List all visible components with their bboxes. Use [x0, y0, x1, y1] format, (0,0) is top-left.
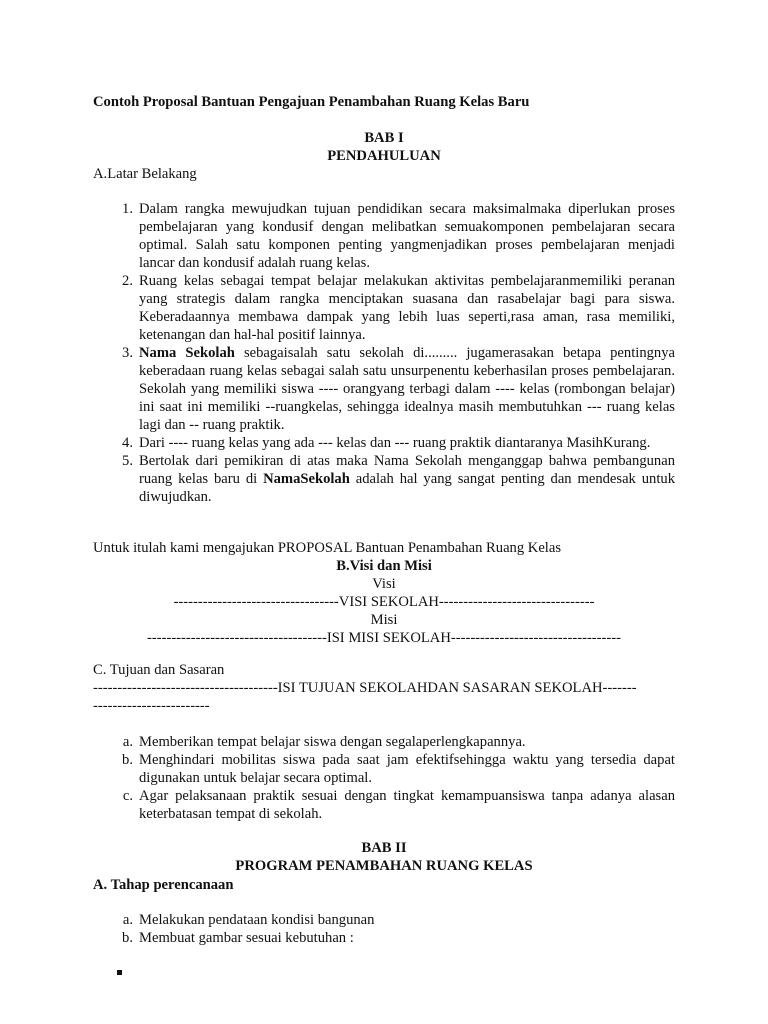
tujuan-placeholder: --------------------------------------ISI TUJUAN SEKOLAHDAN SASARAN SEKOLAH------- [93, 680, 637, 696]
misi-placeholder: -------------------------------------ISI MISI SEKOLAH----------------------------------- [147, 630, 621, 646]
list-item-text: Dalam rangka mewujudkan tujuan pendidikan secara maksimalmaka diperlukan proses pembelajaran yang kondusif dengan melibatkan semuakomponen pembelajaran secara optimal. Salah satu komponen penting yangmenjadikan proses pembelajaran menjadi lancar dan kondusif adalah ruang kelas. [139, 201, 675, 271]
list-item-text: Agar pelaksanaan praktik sesuai dengan tingkat kemampuansiswa tanpa adanya alasan keterbatasan tempat di sekolah. [139, 788, 675, 822]
list-item-text: Melakukan pendataan kondisi bangunan [139, 912, 375, 928]
section-a-heading: A.Latar Belakang [93, 166, 197, 182]
section-b-heading: B.Visi dan Misi [336, 558, 432, 574]
list-item [122, 733, 675, 751]
list-item [122, 452, 675, 506]
list-item-text: Membuat gambar sesuai kebutuhan : [139, 930, 354, 946]
list-marker: 5. [122, 453, 133, 469]
chapter-2-subheading: PROGRAM PENAMBAHAN RUANG KELAS [235, 858, 533, 874]
chapter-1-subheading: PENDAHULUAN [327, 148, 441, 164]
list-marker: 2. [122, 273, 133, 289]
list-item [122, 200, 675, 272]
list-marker: b. [122, 930, 133, 946]
list-item-text: sebagaisalah satu sekolah di......... jugamerasakan betapa pentingnya keberadaan ruang kelas sebagai salah satu unsurpenentu keberhasilan proses pembelajaran. Sekolah yang memiliki siswa ---- orangyang terbagi dalam ---- kelas (rombongan belajar) ini saat ini memiliki --ruangkelas, sehingga idealnya masih membutuhkan --- ruang kelas lagi dan -- ruang praktik. [139, 345, 675, 433]
list-item [122, 751, 675, 787]
list-item-text: Ruang kelas sebagai tempat belajar melakukan aktivitas pembelajaranmemiliki peranan yang strategis dalam rangka menciptakan suasana dan rasabelajar bagi para siswa. Keberadaannya membawa dampak yang lebih luas seperti,rasa aman, rasa memiliki, ketenangan dan hal-hal positif lainnya. [139, 273, 675, 343]
list-marker: a. [122, 912, 133, 928]
list-item [122, 344, 675, 434]
list-item-text: Dari ---- ruang kelas yang ada --- kelas dan --- ruang praktik diantaranya MasihKurang. [139, 435, 651, 451]
goals-list [122, 733, 675, 823]
planning-heading: A. Tahap perencanaan [93, 877, 234, 893]
school-name-bold: Nama Sekolah [139, 345, 235, 361]
square-bullet-icon [117, 970, 122, 975]
list-item-text: Memberikan tempat belajar siswa dengan segalaperlengkapannya. [139, 734, 526, 750]
list-item [122, 434, 675, 452]
section-c-heading: C. Tujuan dan Sasaran [93, 662, 225, 678]
visi-placeholder: ----------------------------------VISI SEKOLAH-------------------------------- [173, 594, 595, 610]
list-item-text: Bertolak dari pemikiran di atas maka Nama Sekolah menganggap bahwa pembangunan ruang kelas baru di [139, 453, 675, 487]
chapter-1-heading: BAB I [364, 130, 404, 146]
list-marker: 3. [122, 345, 133, 361]
background-list [122, 200, 675, 506]
chapter-2-heading: BAB II [361, 840, 407, 856]
list-marker: c. [122, 788, 133, 804]
list-item [122, 911, 675, 929]
list-marker: 4. [122, 435, 133, 451]
misi-label: Misi [370, 612, 398, 628]
list-item [122, 272, 675, 344]
list-item [122, 929, 675, 947]
list-item-text: Menghindari mobilitas siswa pada saat jam efektifsehingga waktu yang tersedia dapat digunakan untuk belajar secara optimal. [139, 752, 675, 786]
document-title: Contoh Proposal Bantuan Pengajuan Penambahan Ruang Kelas Baru [93, 94, 530, 110]
proposal-statement: Untuk itulah kami mengajukan PROPOSAL Bantuan Penambahan Ruang Kelas [93, 540, 562, 556]
school-name-bold: NamaSekolah [263, 471, 350, 487]
list-marker: b. [122, 752, 133, 768]
list-item-text: adalah hal yang sangat penting dan mendesak untuk diwujudkan. [139, 471, 675, 505]
list-marker: 1. [122, 201, 133, 217]
list-marker: a. [122, 734, 133, 750]
visi-label: Visi [372, 576, 396, 592]
planning-steps-list [122, 911, 675, 947]
tujuan-placeholder-cont: ------------------------ [93, 698, 210, 714]
list-item [122, 787, 675, 823]
